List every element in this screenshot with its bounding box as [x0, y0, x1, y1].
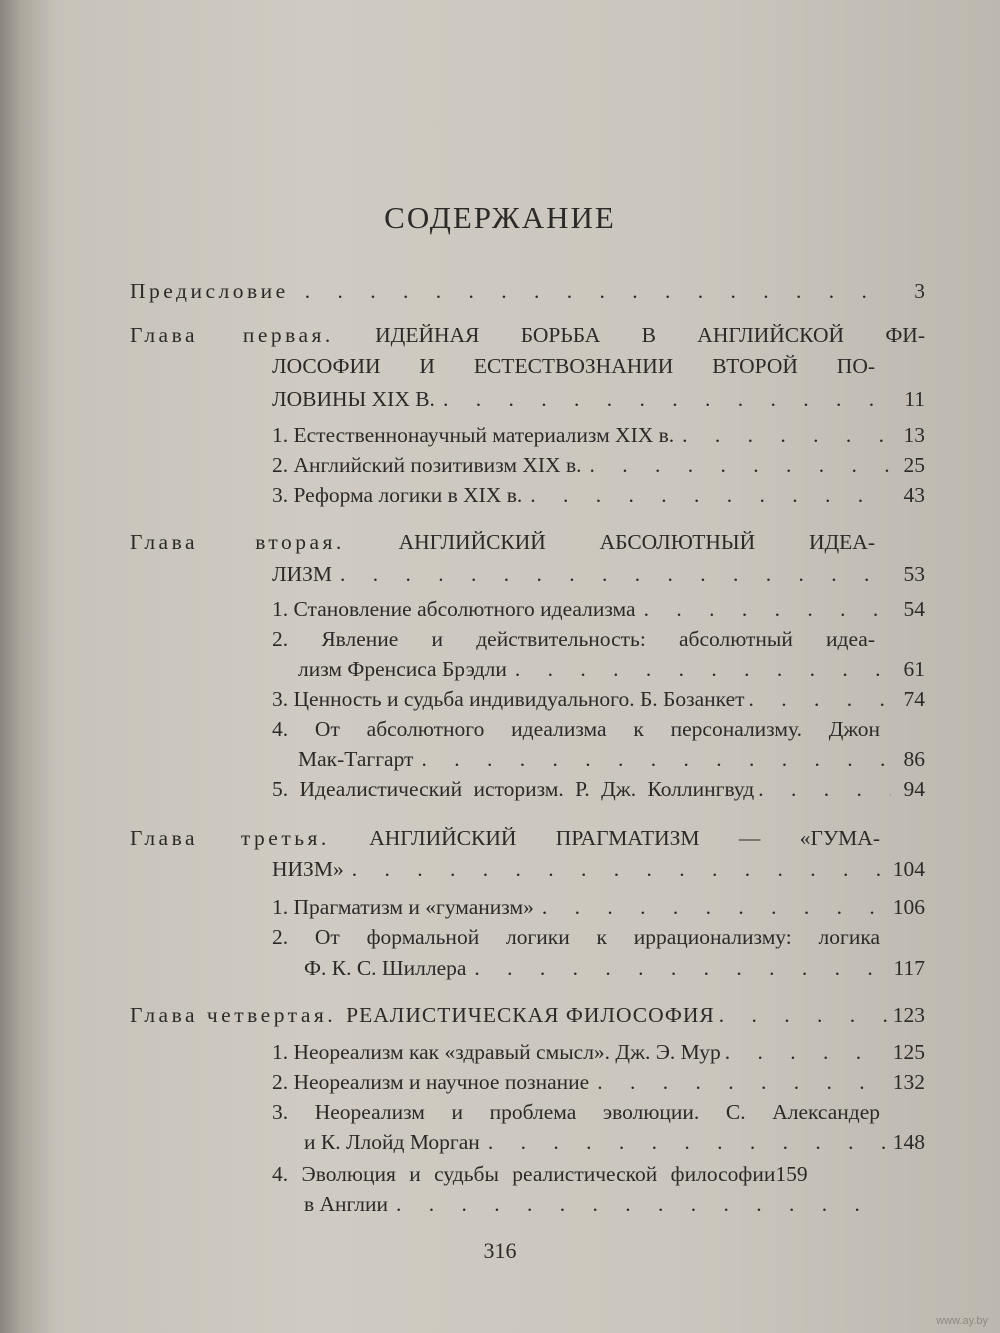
preface-page: 3 — [914, 279, 925, 303]
chapter-1-title-line-1: Глава первая. ИДЕЙНАЯ БОРЬБА В АНГЛИЙСКОЙ ФИ- — [130, 323, 925, 347]
section-4-3-line-2: и К. Ллойд Морган . . . 148 — [304, 1130, 925, 1155]
section-4-3-line-1: 3. Неореализм и проблема эволюции. С. Александер — [272, 1100, 880, 1124]
leader-dots — [421, 747, 889, 772]
leader-dots — [682, 423, 889, 448]
leader-dots — [340, 562, 889, 587]
section-2-4-line-2: Мак-Таггарт . . . 86 — [298, 747, 925, 772]
section-2-1: 1. Становление абсолютного идеализма . . . 54 — [272, 597, 925, 622]
chapter-3-title-line-2: НИЗМ» . . . 104 — [272, 857, 925, 882]
section-4-4-line-1: 4. Эволюция и судьбы реалистической философии 159 — [272, 1162, 808, 1186]
section-2-3: 3. Ценность и судьба индивидуального. Б. Бозанкет . . . 74 — [272, 687, 925, 712]
leader-dots — [396, 1192, 873, 1217]
section-page: 25 — [903, 453, 925, 477]
chapter-2-page: 53 — [903, 562, 925, 586]
section-2-2-line-2: лизм Френсиса Брэдли . . . 61 — [298, 657, 925, 682]
leader-dots — [352, 857, 887, 882]
section-page: 74 — [903, 687, 925, 711]
chapter-4-page: 123 — [892, 1003, 925, 1027]
section-3-1: 1. Прагматизм и «гуманизм» . . . 106 — [272, 895, 925, 920]
chapter-4-label: Глава четвертая. — [130, 1003, 337, 1027]
section-page: 54 — [903, 597, 925, 621]
section-1-1: 1. Естественнонаучный материализм XIX в. . . . 13 — [272, 423, 925, 448]
section-2-2-line-1: 2. Явление и действительность: абсолютный идеа- — [272, 627, 875, 651]
preface-label: Предисловие — [130, 279, 289, 303]
section-1-3: 3. Реформа логики в XIX в. . . . 43 — [272, 483, 925, 508]
section-page: 61 — [903, 657, 925, 681]
chapter-4-title-line-1: Глава четвертая. РЕАЛИСТИЧЕСКАЯ ФИЛОСОФИЯ . . . 123 — [130, 1003, 925, 1028]
leader-dots — [644, 597, 889, 622]
section-4-1: 1. Неореализм как «здравый смысл». Дж. Э. Мур . . . 125 — [272, 1040, 925, 1065]
leader-dots — [589, 453, 889, 478]
leader-dots — [725, 1040, 889, 1065]
page-number: 316 — [483, 1238, 517, 1263]
chapter-1-title-line-2: ЛОСОФИИ И ЕСТЕСТВОЗНАНИИ ВТОРОЙ ПО- — [272, 354, 875, 378]
section-page: 117 — [893, 956, 925, 980]
chapter-2-title-line-1: Глава вторая. АНГЛИЙСКИЙ АБСОЛЮТНЫЙ ИДЕА- — [130, 530, 875, 554]
section-page: 106 — [892, 895, 925, 919]
section-1-2: 2. Английский позитивизм XIX в. . . . 25 — [272, 453, 925, 478]
section-page: 125 — [892, 1040, 925, 1064]
chapter-2-label: Глава вторая. — [130, 530, 345, 554]
leader-dots — [758, 777, 891, 802]
leader-dots — [515, 657, 889, 682]
leader-dots — [474, 956, 887, 981]
section-page: 159 — [775, 1162, 808, 1186]
section-2-4-line-1: 4. От абсолютного идеализма к персонализму. Джон — [272, 717, 880, 741]
section-page: 132 — [892, 1070, 925, 1094]
chapter-2-title-line-2: ЛИЗМ . . . 53 — [272, 562, 925, 587]
chapter-3-title-line-1: Глава третья. АНГЛИЙСКИЙ ПРАГМАТИЗМ — «ГУМА- — [130, 826, 880, 850]
section-2-5: 5. Идеалистический историзм. Р. Дж. Коллингвуд . . . 94 — [272, 777, 925, 802]
leader-dots — [719, 1003, 889, 1028]
chapter-1-title-line-3: ЛОВИНЫ XIX В. . . . 11 — [272, 387, 925, 412]
toc-title: СОДЕРЖАНИЕ — [384, 200, 616, 235]
leader-dots — [597, 1070, 887, 1095]
chapter-1-page: 11 — [904, 387, 925, 411]
section-3-2-line-2: Ф. К. С. Шиллера . . . 117 — [304, 956, 925, 981]
leader-dots — [305, 279, 889, 304]
section-4-4-line-2: в Англии . . . — [304, 1192, 879, 1217]
section-4-2: 2. Неореализм и научное познание . . . 132 — [272, 1070, 925, 1095]
section-page: 148 — [892, 1130, 925, 1154]
chapter-3-label: Глава третья. — [130, 826, 330, 850]
leader-dots — [443, 387, 889, 412]
chapter-1-label: Глава первая. — [130, 323, 334, 347]
leader-dots — [749, 687, 891, 712]
section-page: 13 — [903, 423, 925, 447]
section-page: 94 — [903, 777, 925, 801]
leader-dots — [488, 1130, 887, 1155]
leader-dots — [542, 895, 887, 920]
section-page: 86 — [903, 747, 925, 771]
watermark: www.ay.by — [936, 1315, 988, 1327]
leader-dots — [530, 483, 889, 508]
section-page: 43 — [903, 483, 925, 507]
toc-entry-preface — [130, 279, 925, 304]
section-3-2-line-1: 2. От формальной логики к иррационализму: логика — [272, 925, 880, 949]
chapter-3-page: 104 — [892, 857, 925, 881]
